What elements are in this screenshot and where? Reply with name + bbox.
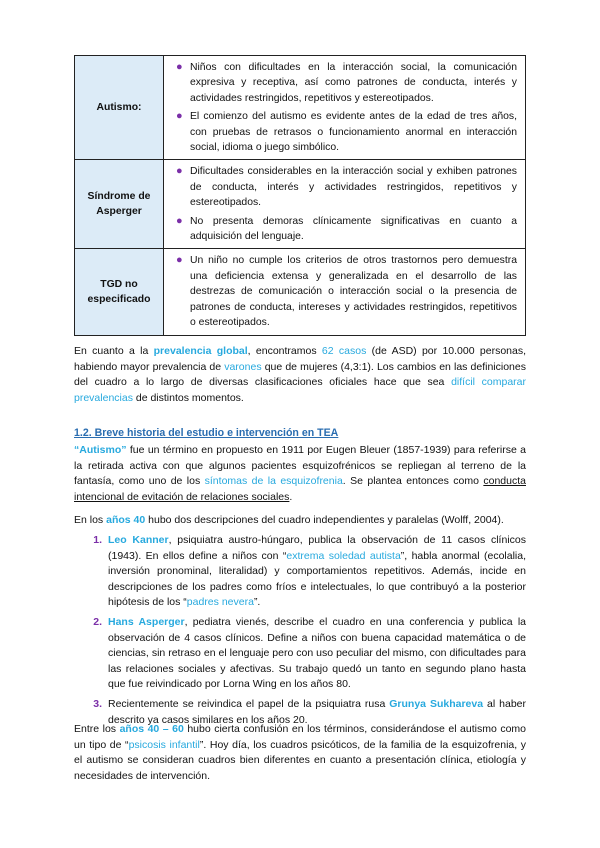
bullet-text: No presenta demoras clínicamente significativas en cuanto a adquisición del lenguaje. <box>190 215 517 243</box>
list-item <box>176 253 517 330</box>
list-text <box>108 533 526 611</box>
bullet-icon: ● <box>176 110 183 123</box>
highlight-anos-40-60: años 40 – 60 <box>119 723 184 735</box>
list-item <box>74 533 526 611</box>
closing-paragraph <box>74 722 526 784</box>
highlight-phrase: padres nevera <box>186 596 254 609</box>
list-text <box>108 615 526 693</box>
list-item <box>176 60 517 106</box>
highlight-prevalence-global: prevalencia global <box>153 345 248 357</box>
highlight-psicosis-infantil: psicosis infantil <box>128 738 200 751</box>
highlight-name: Grunya Sukhareva <box>389 697 484 710</box>
underlined-phrase: conducta intencional de evitación de relaciones sociales <box>74 475 526 503</box>
bullet-icon: ● <box>176 254 183 267</box>
autismo-history-paragraph <box>74 443 526 505</box>
numbered-list <box>74 533 526 728</box>
text-run: . <box>289 490 293 503</box>
bullet-icon: ● <box>176 214 183 227</box>
text-run: hubo cierta confusión en los términos, considerándose el autismo como un tipo de “ <box>74 723 527 751</box>
list-number: 3. <box>93 697 102 710</box>
list-item <box>74 615 526 693</box>
text-run: de distintos momentos. <box>132 391 244 404</box>
text-run: ”, habla anormal (ecolalia, inversión pronominal, literalidad) y comportamientos repetitivos. Además, incide en descripciones de los padres como fríos e intelectuales, lo que contribuyó a la posterior hipótesis de los “ <box>108 549 527 609</box>
text-run: , encontramos <box>247 345 322 357</box>
text-run: , pediatra vienés, describe el cuadro en una conferencia y publica la observación de 4 casos clínicos. Define a niños con buena capacidad matemática o de ciencias, sin retraso en el lenguaje pero con uso peculiar del mismo, con dificultades para las relaciones sociales y afectivas. Su trabajo quedó un tanto en segundo plano hasta que fue reivindicado por Lorna Wing en los años 80. <box>108 615 526 691</box>
text-run: Recientemente se reivindica el papel de la psiquiatra rusa <box>108 697 390 710</box>
list-number: 2. <box>93 615 102 628</box>
text-run: fue un término en propuesto en 1911 por Eugen Bleuer (1857-1939) para referirse a la retirada activa con que algunos pacientes esquizofrénicos se repliegan al terreno de la fantasía, como uno de los <box>74 444 526 488</box>
bullet-icon: ● <box>176 165 183 178</box>
decade-40-paragraph <box>74 513 526 529</box>
text-run: En los <box>74 514 107 526</box>
description-cell <box>164 249 526 335</box>
term-cell: Síndrome de Asperger <box>75 160 164 249</box>
section-heading: 1.2. Breve historia del estudio e intervención en TEA <box>74 427 339 439</box>
text-run: ”. Hoy día, los cuadros psicóticos, de la familia de la esquizofrenia, y el autismo se consideran cuadros bien diferentes en cuanto a presentación clínica, etiología y necesidades de intervención. <box>74 738 526 782</box>
bullet-text: El comienzo del autismo es evidente antes de la edad de tres años, con pruebas de retrasos o funcionamiento anormal en interacción social, idioma o juego simbólico. <box>190 111 517 154</box>
list-item <box>176 164 517 210</box>
text-run: . Se plantea entonces como <box>342 475 484 488</box>
text-run: En cuanto a la <box>74 345 154 357</box>
highlight-dificil-comparar: difícil comparar prevalencias <box>74 376 526 404</box>
highlight-name: Hans Asperger <box>108 615 185 628</box>
text-run: (de ASD) por 10.000 personas, habiendo mayor prevalencia de <box>74 345 526 373</box>
term-cell: TGD no especificado <box>75 249 164 335</box>
highlight-62-cases: 62 casos <box>321 345 367 357</box>
text-run: Entre los <box>74 723 120 735</box>
description-cell <box>164 56 526 160</box>
text-run: , psiquiatra austro-húngaro, publica la observación de 11 casos clínicos (1943). En ellos define a niños con “ <box>108 534 526 562</box>
text-run: ”. <box>253 596 261 609</box>
list-number: 1. <box>93 534 102 546</box>
bullet-text: Dificultades considerables en la interacción social y exhiben patrones de conducta, interés y actividades restringidos, repetitivos y estereotipados. <box>190 166 517 209</box>
text-run: hubo dos descripciones del cuadro independientes y paralelas (Wolff, 2004). <box>145 514 504 526</box>
bullet-icon: ● <box>176 61 183 73</box>
bullet-text: Un niño no cumple los criterios de otros trastornos pero demuestra una deficiencia extensa y generalizada en el desarrollo de las destrezas de comunicación o interacción social o la presencia de patrones de conducta, intereses y actividades restringidos, repetitivos o estereotipados. <box>190 255 517 329</box>
highlight-anos-40: años 40 <box>106 514 146 526</box>
highlight-autismo: “Autismo” <box>74 444 127 456</box>
prevalence-paragraph <box>74 344 526 406</box>
text-run: al haber descrito ya casos similares en los años 20. <box>108 697 526 726</box>
text-run: que de mujeres (4,3:1). Los cambios en las definiciones del cuadro a lo largo de diversas clasificaciones oficiales hace que sea <box>74 360 526 389</box>
table-row <box>75 56 526 160</box>
list-item <box>176 214 517 245</box>
table-row <box>75 160 526 249</box>
definitions-table <box>74 55 526 336</box>
term-cell: Autismo: <box>75 56 164 160</box>
description-cell <box>164 160 526 249</box>
highlight-varones: varones <box>224 360 262 373</box>
list-item <box>176 109 517 155</box>
highlight-sintomas: síntomas de la esquizofrenia <box>204 475 343 488</box>
highlight-name: Leo Kanner <box>108 534 169 546</box>
table-row <box>75 249 526 335</box>
highlight-phrase: extrema soledad autista <box>286 549 401 562</box>
bullet-text: Niños con dificultades en la interacción social, la comunicación expresiva y receptiva, así como patrones de conducta, interés y actividades restringidos, repetitivos y estereotipados. <box>190 62 517 104</box>
